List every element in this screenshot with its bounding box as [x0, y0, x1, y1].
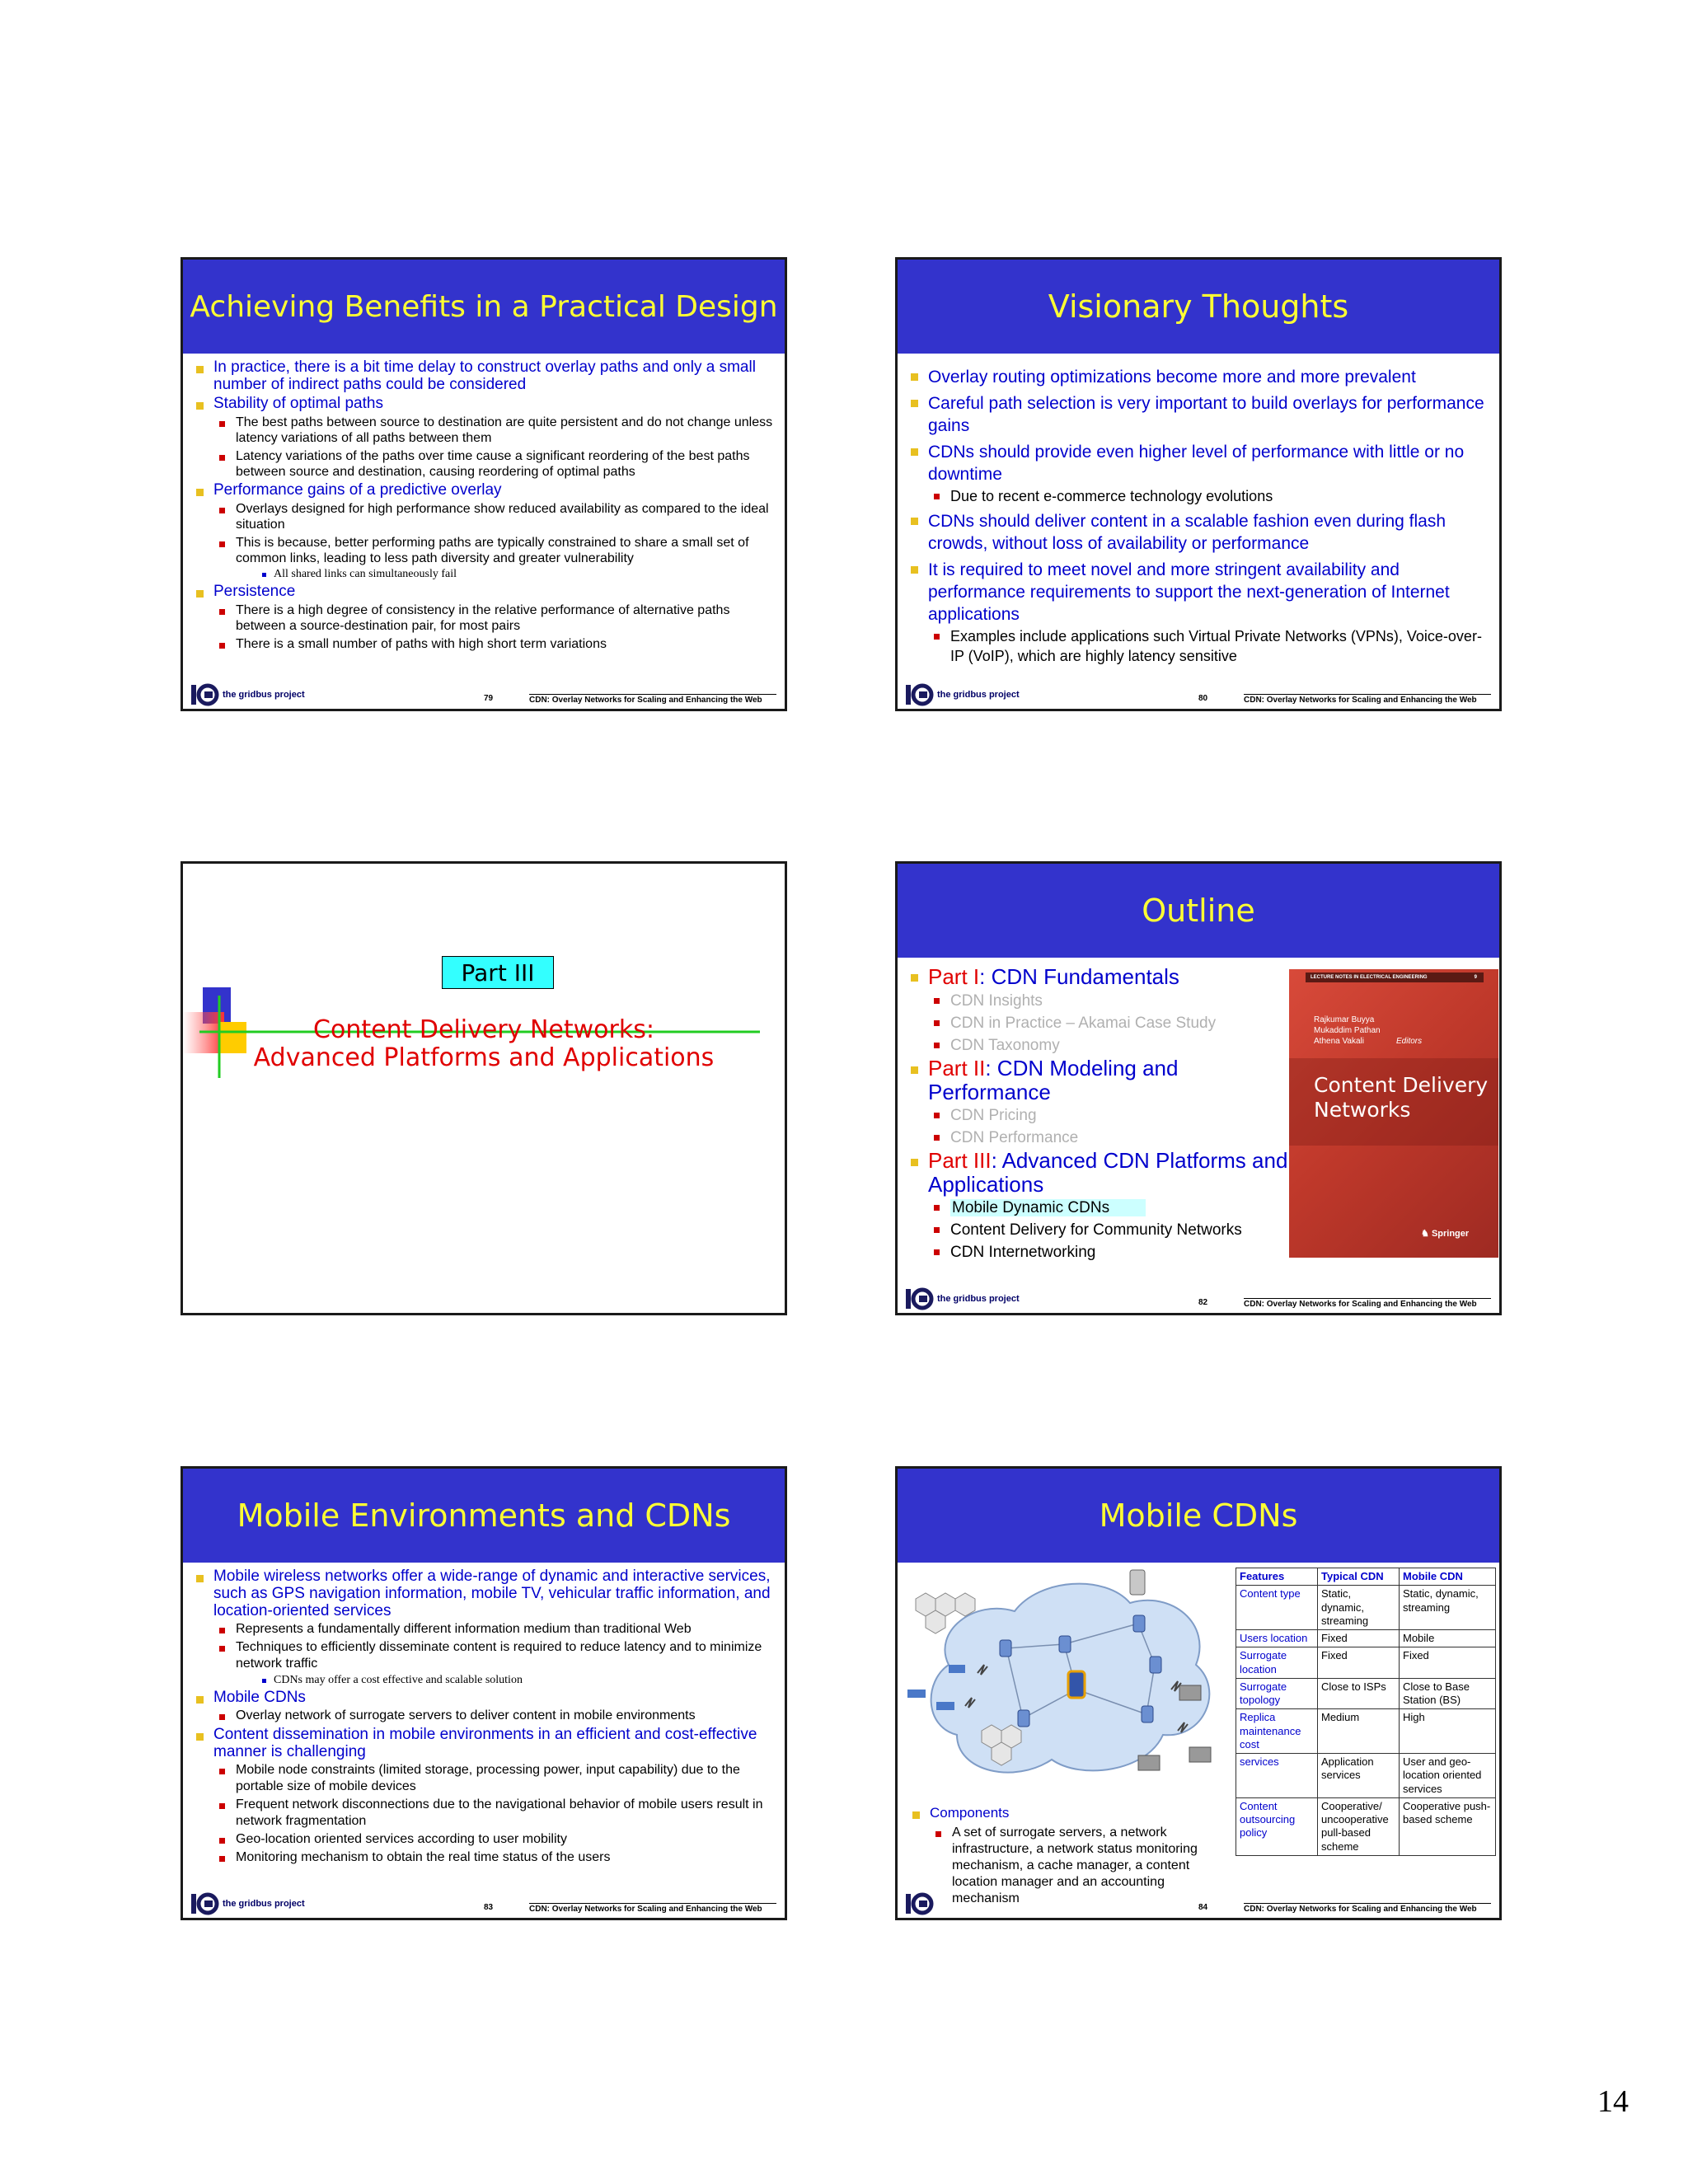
outline-item: CDN Taxonomy	[906, 1034, 1293, 1057]
bullet-level-1: CDNs should deliver content in a scalable fashion even during flash crowds, without loss of availability or performance	[906, 510, 1491, 555]
table-row-header: Replica maintenance cost	[1236, 1709, 1318, 1754]
components-text: A set of surrogate servers, a network infrastructure, a network status monitoring mechanism, a cache manager, a content location manager and an accounting mechanism	[907, 1825, 1221, 1907]
book-author: Athena Vakali	[1314, 1037, 1364, 1046]
gridbus-logo	[190, 1891, 305, 1916]
table-header: Typical CDN	[1318, 1568, 1400, 1586]
footer-title: CDN: Overlay Networks for Scaling and Enhancing the Web	[1244, 694, 1491, 705]
table-header: Features	[1236, 1568, 1318, 1586]
page-number: 14	[1597, 2084, 1629, 2119]
mobile-cdn-diagram	[899, 1566, 1221, 1800]
table-header-row	[1236, 1568, 1496, 1586]
part-title: : Advanced CDN Platforms and Applications	[928, 1148, 1288, 1197]
logo-text: the gridbus project	[937, 690, 1020, 700]
slide-number: 79	[484, 694, 494, 703]
table-cell: User and geo-location oriented services	[1400, 1754, 1496, 1798]
bullet-list	[191, 1568, 776, 1866]
table-header: Mobile CDN	[1400, 1568, 1496, 1586]
bullet-level-1: Stability of optimal paths	[191, 395, 776, 412]
table-cell: High	[1400, 1709, 1496, 1754]
bullet-level-1: It is required to meet novel and more stringent availability and performance requirements to support the next-generation of Internet applications	[906, 559, 1491, 626]
part-prefix: Part III	[928, 1148, 992, 1173]
components-label: Components	[907, 1805, 1221, 1821]
logo-text: the gridbus project	[223, 690, 305, 700]
slide-body	[906, 964, 1293, 1263]
part-title: : CDN Modeling and Performance	[928, 1056, 1179, 1104]
slide-body	[191, 357, 776, 652]
comparison-table	[1236, 1568, 1496, 1856]
table-row	[1236, 1647, 1496, 1679]
bullet-level-1: CDNs should provide even higher level of performance with little or no downtime	[906, 441, 1491, 485]
slide-number: 83	[484, 1903, 494, 1912]
part-prefix: Part II	[928, 1056, 986, 1080]
slide-82-outline	[895, 861, 1502, 1315]
gridbus-logo-icon	[904, 1891, 934, 1916]
bullet-level-2: Techniques to efficiently disseminate content is required to reduce latency and to minimize network traffic	[191, 1639, 776, 1672]
comparison-table-wrap	[1236, 1568, 1499, 1856]
bullet-level-2: Latency variations of the paths over time cause a significant reordering of the best paths between source and destination, causing reordering of optimal paths	[191, 448, 776, 480]
table-cell: Static, dynamic, streaming	[1400, 1586, 1496, 1630]
table-row-header: Users location	[1236, 1630, 1318, 1647]
slide-footer	[183, 681, 785, 709]
slide-body	[191, 1566, 776, 1866]
book-author: Rajkumar Buyya	[1314, 1015, 1375, 1024]
outline-item-current	[906, 1197, 1293, 1219]
bullet-level-2: There is a high degree of consistency in the relative performance of alternative paths between a source-destination pair, for most pairs	[191, 602, 776, 634]
table-cell: Fixed	[1400, 1647, 1496, 1679]
bullet-list	[906, 366, 1491, 666]
current-highlight: Mobile Dynamic CDNs	[950, 1199, 1146, 1216]
outline-item: CDN Insights	[906, 990, 1293, 1012]
bullet-level-3: CDNs may offer a cost effective and scalable solution	[191, 1673, 776, 1687]
bullet-level-2: Examples include applications such Virtual Private Networks (VPNs), Voice-over-IP (VoIP), which are highly latency sensitive	[906, 626, 1491, 666]
table-row	[1236, 1709, 1496, 1754]
slide-83	[181, 1466, 787, 1920]
outline-part-3	[906, 1149, 1293, 1197]
outline-part-1	[906, 964, 1293, 990]
slide-footer	[898, 1890, 1499, 1918]
book-editors: Editors	[1396, 1037, 1423, 1046]
book-series-bar	[1306, 972, 1484, 982]
bullet-level-2: This is because, better performing paths are typically constrained to share a small set of common links, leading to less path diversity and greater vulnerability	[191, 535, 776, 566]
outline-part-2	[906, 1057, 1293, 1104]
outline-item: CDN Internetworking	[906, 1241, 1293, 1263]
outline-item: CDN in Practice – Akamai Case Study	[906, 1012, 1293, 1034]
table-row-header: services	[1236, 1754, 1318, 1798]
table-cell: Close to ISPs	[1318, 1678, 1400, 1709]
slide-title: Mobile CDNs	[898, 1469, 1499, 1563]
slide-footer	[898, 1285, 1499, 1313]
slide-number: 82	[1198, 1298, 1208, 1307]
gridbus-logo-icon	[904, 1286, 934, 1311]
outline-item: Content Delivery for Community Networks	[906, 1219, 1293, 1241]
footer-title: CDN: Overlay Networks for Scaling and Enhancing the Web	[529, 1903, 776, 1914]
table-row	[1236, 1754, 1496, 1798]
bullet-level-1: In practice, there is a bit time delay to construct overlay paths and only a small number of indirect paths could be considered	[191, 359, 776, 393]
slide-title: Outline	[898, 864, 1499, 958]
bullet-level-2: Overlay network of surrogate servers to deliver content in mobile environments	[191, 1708, 776, 1724]
part-prefix: Part I	[928, 964, 980, 989]
book-title-line2: Networks	[1314, 1098, 1411, 1122]
book-publisher: Springer	[1431, 1229, 1470, 1239]
slide-title: Visionary Thoughts	[898, 260, 1499, 354]
bullet-level-2: Geo-location oriented services according to user mobility	[191, 1831, 776, 1848]
slide-title: Achieving Benefits in a Practical Design	[183, 260, 785, 354]
table-cell: Application services	[1318, 1754, 1400, 1798]
gridbus-logo	[904, 1891, 934, 1916]
table-cell: Close to Base Station (BS)	[1400, 1678, 1496, 1709]
bullet-level-2: Frequent network disconnections due to the navigational behavior of mobile users result in network fragmentation	[191, 1797, 776, 1830]
slide-footer	[898, 681, 1499, 709]
book-title-line1: Content Delivery	[1314, 1073, 1489, 1097]
footer-title: CDN: Overlay Networks for Scaling and Enhancing the Web	[529, 694, 776, 705]
bullet-list	[191, 359, 776, 652]
table-cell: Fixed	[1318, 1630, 1400, 1647]
gridbus-logo	[904, 682, 1020, 707]
outline-item: CDN Performance	[906, 1127, 1293, 1149]
slide-footer	[183, 1890, 785, 1918]
book-author: Mukaddim Pathan	[1314, 1026, 1381, 1035]
table-row	[1236, 1630, 1496, 1647]
gridbus-logo-icon	[190, 1891, 219, 1916]
bullet-level-1: Content dissemination in mobile environments in an efficient and cost-effective manner is challenging	[191, 1726, 776, 1760]
book-volume: 9	[1474, 975, 1477, 980]
bullet-level-1: Persistence	[191, 583, 776, 600]
footer-title: CDN: Overlay Networks for Scaling and Enhancing the Web	[1244, 1298, 1491, 1309]
book-cover	[1289, 969, 1498, 1258]
bullet-level-2: Represents a fundamentally different information medium than traditional Web	[191, 1621, 776, 1638]
bullet-level-3: All shared links can simultaneously fail	[191, 567, 776, 581]
springer-icon: ♞	[1421, 1229, 1429, 1239]
table-row-header: Surrogate topology	[1236, 1678, 1318, 1709]
gridbus-logo	[190, 682, 305, 707]
table-row-header: Content type	[1236, 1586, 1318, 1630]
bullet-level-2: Mobile node constraints (limited storage, processing power, input capability) due to the portable size of mobile devices	[191, 1762, 776, 1795]
table-cell: Cooperative push-based scheme	[1400, 1797, 1496, 1855]
bullet-level-1: Performance gains of a predictive overlay	[191, 481, 776, 499]
bullet-level-2: Overlays designed for high performance show reduced availability as compared to the ideal situation	[191, 501, 776, 532]
slide-84	[895, 1466, 1502, 1920]
gridbus-logo	[904, 1286, 1020, 1311]
logo-text: the gridbus project	[937, 1294, 1020, 1304]
table-row	[1236, 1797, 1496, 1855]
gridbus-logo-icon	[190, 682, 219, 707]
outline-item: CDN Pricing	[906, 1104, 1293, 1127]
table-cell: Cooperative/ uncooperative pull-based scheme	[1318, 1797, 1400, 1855]
logo-text: the gridbus project	[223, 1899, 305, 1909]
bullet-level-2: Due to recent e-commerce technology evolutions	[906, 486, 1491, 506]
table-cell: Mobile	[1400, 1630, 1496, 1647]
gridbus-logo-icon	[904, 682, 934, 707]
table-cell: Static, dynamic, streaming	[1318, 1586, 1400, 1630]
section-title-line2: Advanced Platforms and Applications	[253, 1043, 715, 1072]
footer-title: CDN: Overlay Networks for Scaling and Enhancing the Web	[1244, 1903, 1491, 1914]
bullet-level-2: There is a small number of paths with high short term variations	[191, 636, 776, 652]
slide-number: 80	[1198, 694, 1208, 703]
table-row-header: Content outsourcing policy	[1236, 1797, 1318, 1855]
bullet-level-1: Mobile wireless networks offer a wide-range of dynamic and interactive services, such as GPS navigation information, mobile TV, vehicular traffic information, and location-oriented services	[191, 1568, 776, 1619]
slide-80	[895, 257, 1502, 711]
slide-body	[906, 362, 1491, 666]
bullet-level-1: Mobile CDNs	[191, 1689, 776, 1706]
slide-number: 84	[1198, 1903, 1208, 1912]
bullet-level-2: Monitoring mechanism to obtain the real time status of the users	[191, 1849, 776, 1866]
springer-logo	[1421, 1228, 1469, 1239]
slide-81-section	[181, 861, 787, 1315]
table-row-header: Surrogate location	[1236, 1647, 1318, 1679]
slide-79	[181, 257, 787, 711]
table-cell: Fixed	[1318, 1647, 1400, 1679]
origin-server-icon	[1068, 1671, 1085, 1698]
table-row	[1236, 1678, 1496, 1709]
slide-title: Mobile Environments and CDNs	[183, 1469, 785, 1563]
part-label: Part III	[442, 956, 554, 989]
bullet-level-1: Careful path selection is very important to build overlays for performance gains	[906, 392, 1491, 437]
bullet-level-1: Overlay routing optimizations become more and more prevalent	[906, 366, 1491, 388]
table-cell: Medium	[1318, 1709, 1400, 1754]
section-title-line1: Content Delivery Networks:	[313, 1015, 654, 1044]
table-row	[1236, 1586, 1496, 1630]
bullet-level-2: The best paths between source to destination are quite persistent and do not change unless latency variations of all paths between them	[191, 415, 776, 446]
book-series: LECTURE NOTES IN ELECTRICAL ENGINEERING	[1311, 975, 1428, 980]
part-title: : CDN Fundamentals	[979, 964, 1179, 989]
